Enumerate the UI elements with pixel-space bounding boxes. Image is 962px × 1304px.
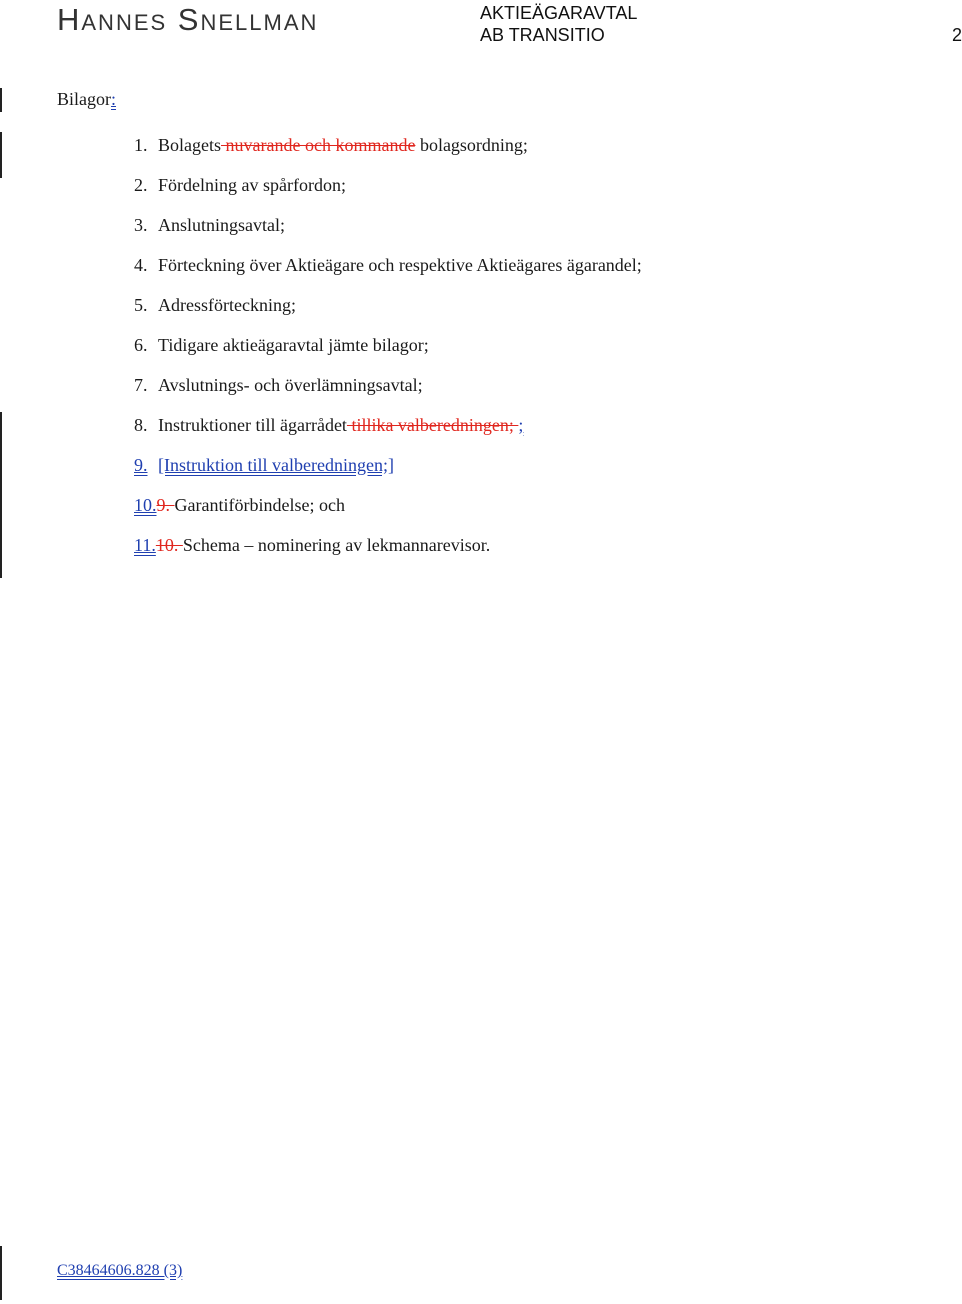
appendices-heading (57, 89, 116, 110)
inserted-text: ; (518, 415, 524, 435)
inserted-text: : (111, 89, 117, 109)
item-number: 9. (134, 455, 148, 475)
list-item (134, 295, 296, 316)
change-bar (0, 412, 2, 578)
list-item (134, 495, 345, 516)
item-text: Adressförteckning; (158, 295, 296, 315)
document-id: C38464606.828 (3) (57, 1262, 183, 1279)
item-text: Anslutningsavtal; (158, 215, 285, 235)
list-item (134, 415, 523, 436)
hannes-snellman-logo: Hannes Snellman (57, 2, 319, 37)
item-text: Bolagets (158, 135, 221, 155)
document-title: AKTIEÄGARAVTAL (480, 3, 638, 23)
list-item (134, 375, 423, 396)
document-subtitle: AB TRANSITIO (480, 25, 605, 45)
item-text: Avslutnings- och överlämningsavtal; (158, 375, 423, 395)
item-number: 10. (134, 495, 157, 515)
list-item (134, 255, 642, 276)
list-item (134, 215, 285, 236)
change-bar (0, 88, 2, 112)
page-number: 2 (952, 25, 962, 45)
item-number: 8. (134, 415, 148, 435)
list-item (134, 335, 429, 356)
item-text: Instruktioner till ägarrådet (158, 415, 347, 435)
item-number: 7. (134, 375, 148, 395)
change-bar (0, 1246, 2, 1300)
item-text: Tidigare aktieägaravtal jämte bilagor; (158, 335, 429, 355)
change-bar (0, 132, 2, 178)
deleted-number: 9. (156, 495, 175, 515)
list-item (134, 455, 394, 476)
item-number: 3. (134, 215, 148, 235)
item-number: 6. (134, 335, 148, 355)
deleted-text: nuvarande och kommande (221, 135, 416, 155)
deleted-number: 10. (155, 535, 183, 555)
item-text: Garantiförbindelse; och (174, 495, 345, 515)
deleted-text: tillika valberedningen; (346, 415, 519, 435)
inserted-text: [Instruktion till valberedningen;] (158, 455, 394, 475)
heading-text: Bilagor (57, 89, 111, 109)
list-item (134, 175, 346, 196)
item-number: 5. (134, 295, 148, 315)
item-number: 4. (134, 255, 148, 275)
list-item (134, 535, 490, 556)
item-text: Fördelning av spårfordon; (158, 175, 346, 195)
item-text: Förteckning över Aktieägare och respektive Aktieägares ägarandel; (158, 255, 642, 275)
item-text: bolagsordning; (415, 135, 528, 155)
item-text: Schema – nominering av lekmannarevisor. (182, 535, 491, 555)
list-item (134, 135, 528, 156)
item-number: 11. (134, 535, 156, 555)
item-number: 2. (134, 175, 148, 195)
item-number: 1. (134, 135, 148, 155)
